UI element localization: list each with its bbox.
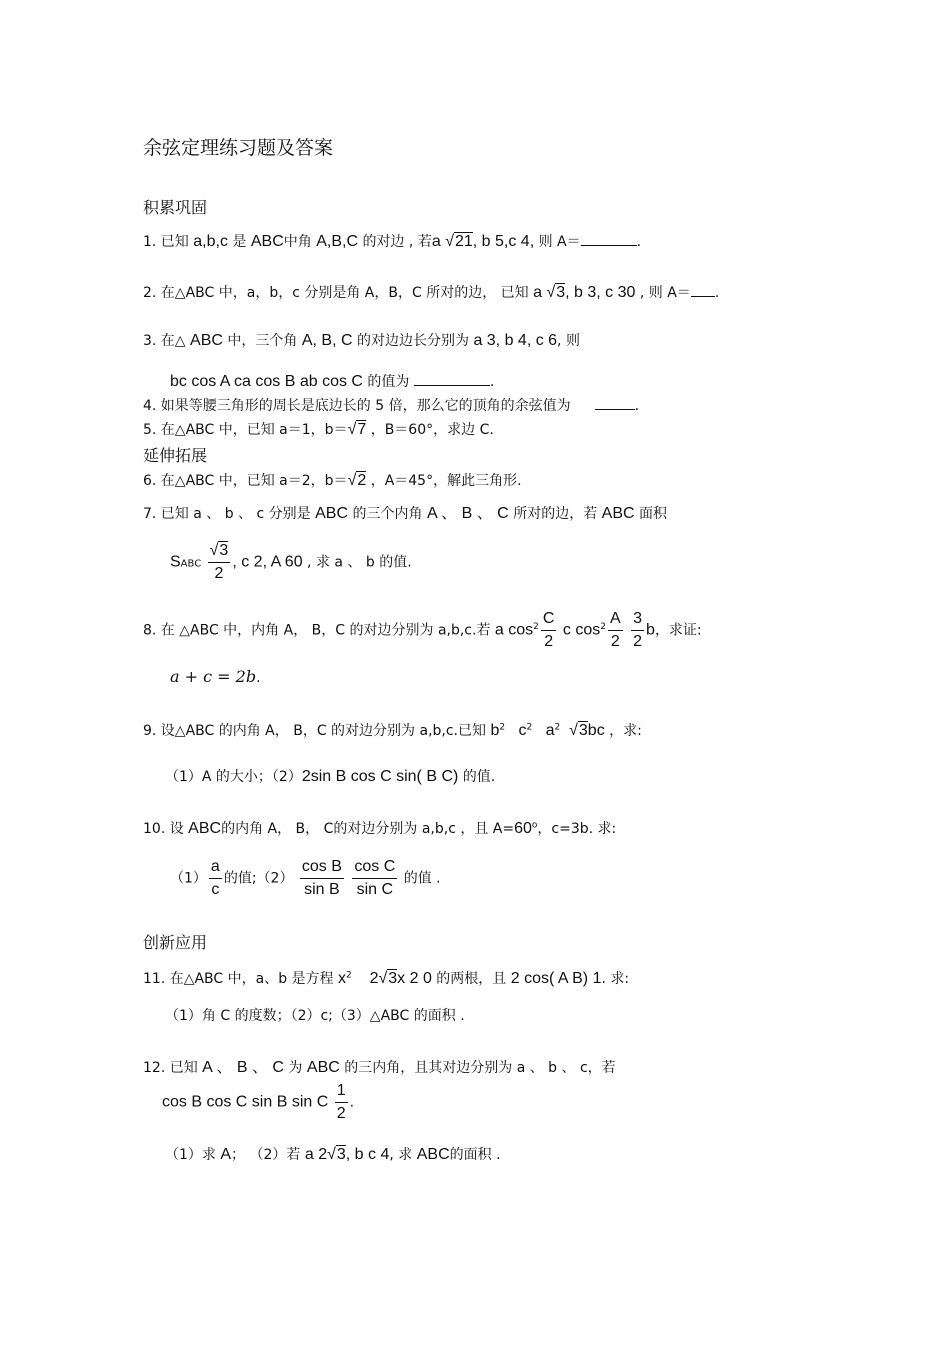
fraction-A-over-2: $\frac{A}{2}$ — [610, 610, 621, 650]
sqrt-3: √3 — [569, 722, 588, 739]
question-9: 9. 设△ABC 的内角 A， B，C 的对边分别为 a,b,c.已知 $b^2$ $c^2$ $a^2$ √3bc ，求: — [143, 722, 642, 739]
question-7-cont: SABC $\frac{√3}{2}$ , c 2, A 60 , 求 a 、 b 的值. — [170, 540, 412, 585]
question-1: 1. 已知 a,b,c 是 ABC中角 A,B,C 的对边 , 若a √21, b 5,c 4, 则 A＝ . — [143, 233, 642, 250]
answer-blank — [414, 372, 490, 386]
question-3-cont: bc cos A ca cos B ab cos C 的值为 . — [170, 373, 495, 390]
question-11: 11. 在△ABC 中，a、b 是方程 $x^2$ 2√3x 2 0 的两根，且 2 cos( A B) 1. 求: — [143, 970, 630, 987]
sqrt-3: √3 — [327, 1146, 346, 1163]
question-12-cont: cos B cos C sin B sin C $\frac{1}{2}$ . — [162, 1080, 354, 1125]
question-2: 2. 在△ABC 中，a，b，c 分别是角 A，B，C 所对的边， 已知 a √3, b 3, c 30 , 则 A＝ . — [143, 284, 720, 301]
question-10: 10. 设 ABC的内角 A， B， C的对边分别为 a,b,c ，且 $A=60^o$，c=3b. 求: — [143, 820, 617, 837]
fraction-sqrt3-over-2: $\frac{√3}{2}$ — [209, 542, 229, 582]
sqrt-7: √7 — [347, 421, 367, 438]
question-8: 8. 在 △ABC 中，内角 A， B，C 的对边分别为 a,b,c.若 a $\cos^2$ $\frac{C}{2}$ c $\cos^2$ $\frac{A}{2}$ $\frac{3}{2}$ b，求证: — [143, 608, 702, 653]
question-12: 12. 已知 A 、 B 、 C 为 ABC 的三内角，且其对边分别为 a 、 b 、 c，若 — [143, 1059, 616, 1076]
fraction-cosC-over-sinC: $\frac{\text{cos C}}{\text{sin C}}$ — [354, 858, 396, 898]
sqrt-2: √2 — [347, 472, 367, 489]
question-11-cont: （1）角 C 的度数；（2）c;（3）△ABC 的面积 . — [165, 1008, 465, 1024]
question-7: 7. 已知 a 、 b 、 c 分别是 ABC 的三个内角 A 、 B 、 C 所对的边，若 ABC 面积 — [143, 505, 668, 522]
question-10-cont: （1） $\frac{a}{c}$ 的值;（2） $\frac{\text{cos B}}{\text{sin B}}$ $\frac{\text{cos C}}{\text{sin C}}$ 的值 . — [170, 856, 441, 901]
question-5: 5. 在△ABC 中，已知 a＝1，b＝√7 ，B＝60°，求边 C. — [143, 421, 494, 438]
question-4: 4. 如果等腰三角形的周长是底边长的 5 倍，那么它的顶角的余弦值为 . — [143, 398, 640, 414]
sqrt-21: √21 — [445, 233, 473, 250]
sqrt-3: √3 — [378, 970, 398, 987]
fraction-1-over-2: $\frac{1}{2}$ — [336, 1082, 346, 1122]
question-3: 3. 在△ ABC 中，三个角 A, B, C 的对边边长分别为 a 3, b 4, c 6, 则 — [143, 332, 580, 349]
section-heading-2: 延伸拓展 — [143, 446, 208, 465]
fraction-a-over-c: $\frac{a}{c}$ — [210, 858, 220, 898]
section-heading-3: 创新应用 — [143, 933, 208, 952]
question-8-cont: a + c = 2b. — [170, 667, 261, 686]
fraction-cosB-over-sinB: $\frac{\text{cos B}}{\text{sin B}}$ — [301, 858, 342, 898]
fraction-C-over-2: $\frac{C}{2}$ — [542, 610, 555, 650]
answer-blank — [691, 283, 715, 297]
answer-blank — [581, 232, 637, 246]
question-6: 6. 在△ABC 中，已知 a＝2，b＝√2 ，A＝45°，解此三角形. — [143, 472, 522, 489]
page-title: 余弦定理练习题及答案 — [143, 137, 334, 159]
sqrt-3: √3 — [546, 284, 566, 301]
question-12-parts: （1）求 A； （2）若 a 2√3, b c 4, 求 ABC的面积 . — [165, 1146, 501, 1163]
answer-blank — [595, 396, 635, 410]
section-heading-1: 积累巩固 — [143, 198, 208, 217]
fraction-3-over-2: $\frac{3}{2}$ — [633, 610, 643, 650]
question-9-cont: （1）A 的大小；（2）2sin B cos C sin( B C) 的值. — [165, 768, 496, 785]
